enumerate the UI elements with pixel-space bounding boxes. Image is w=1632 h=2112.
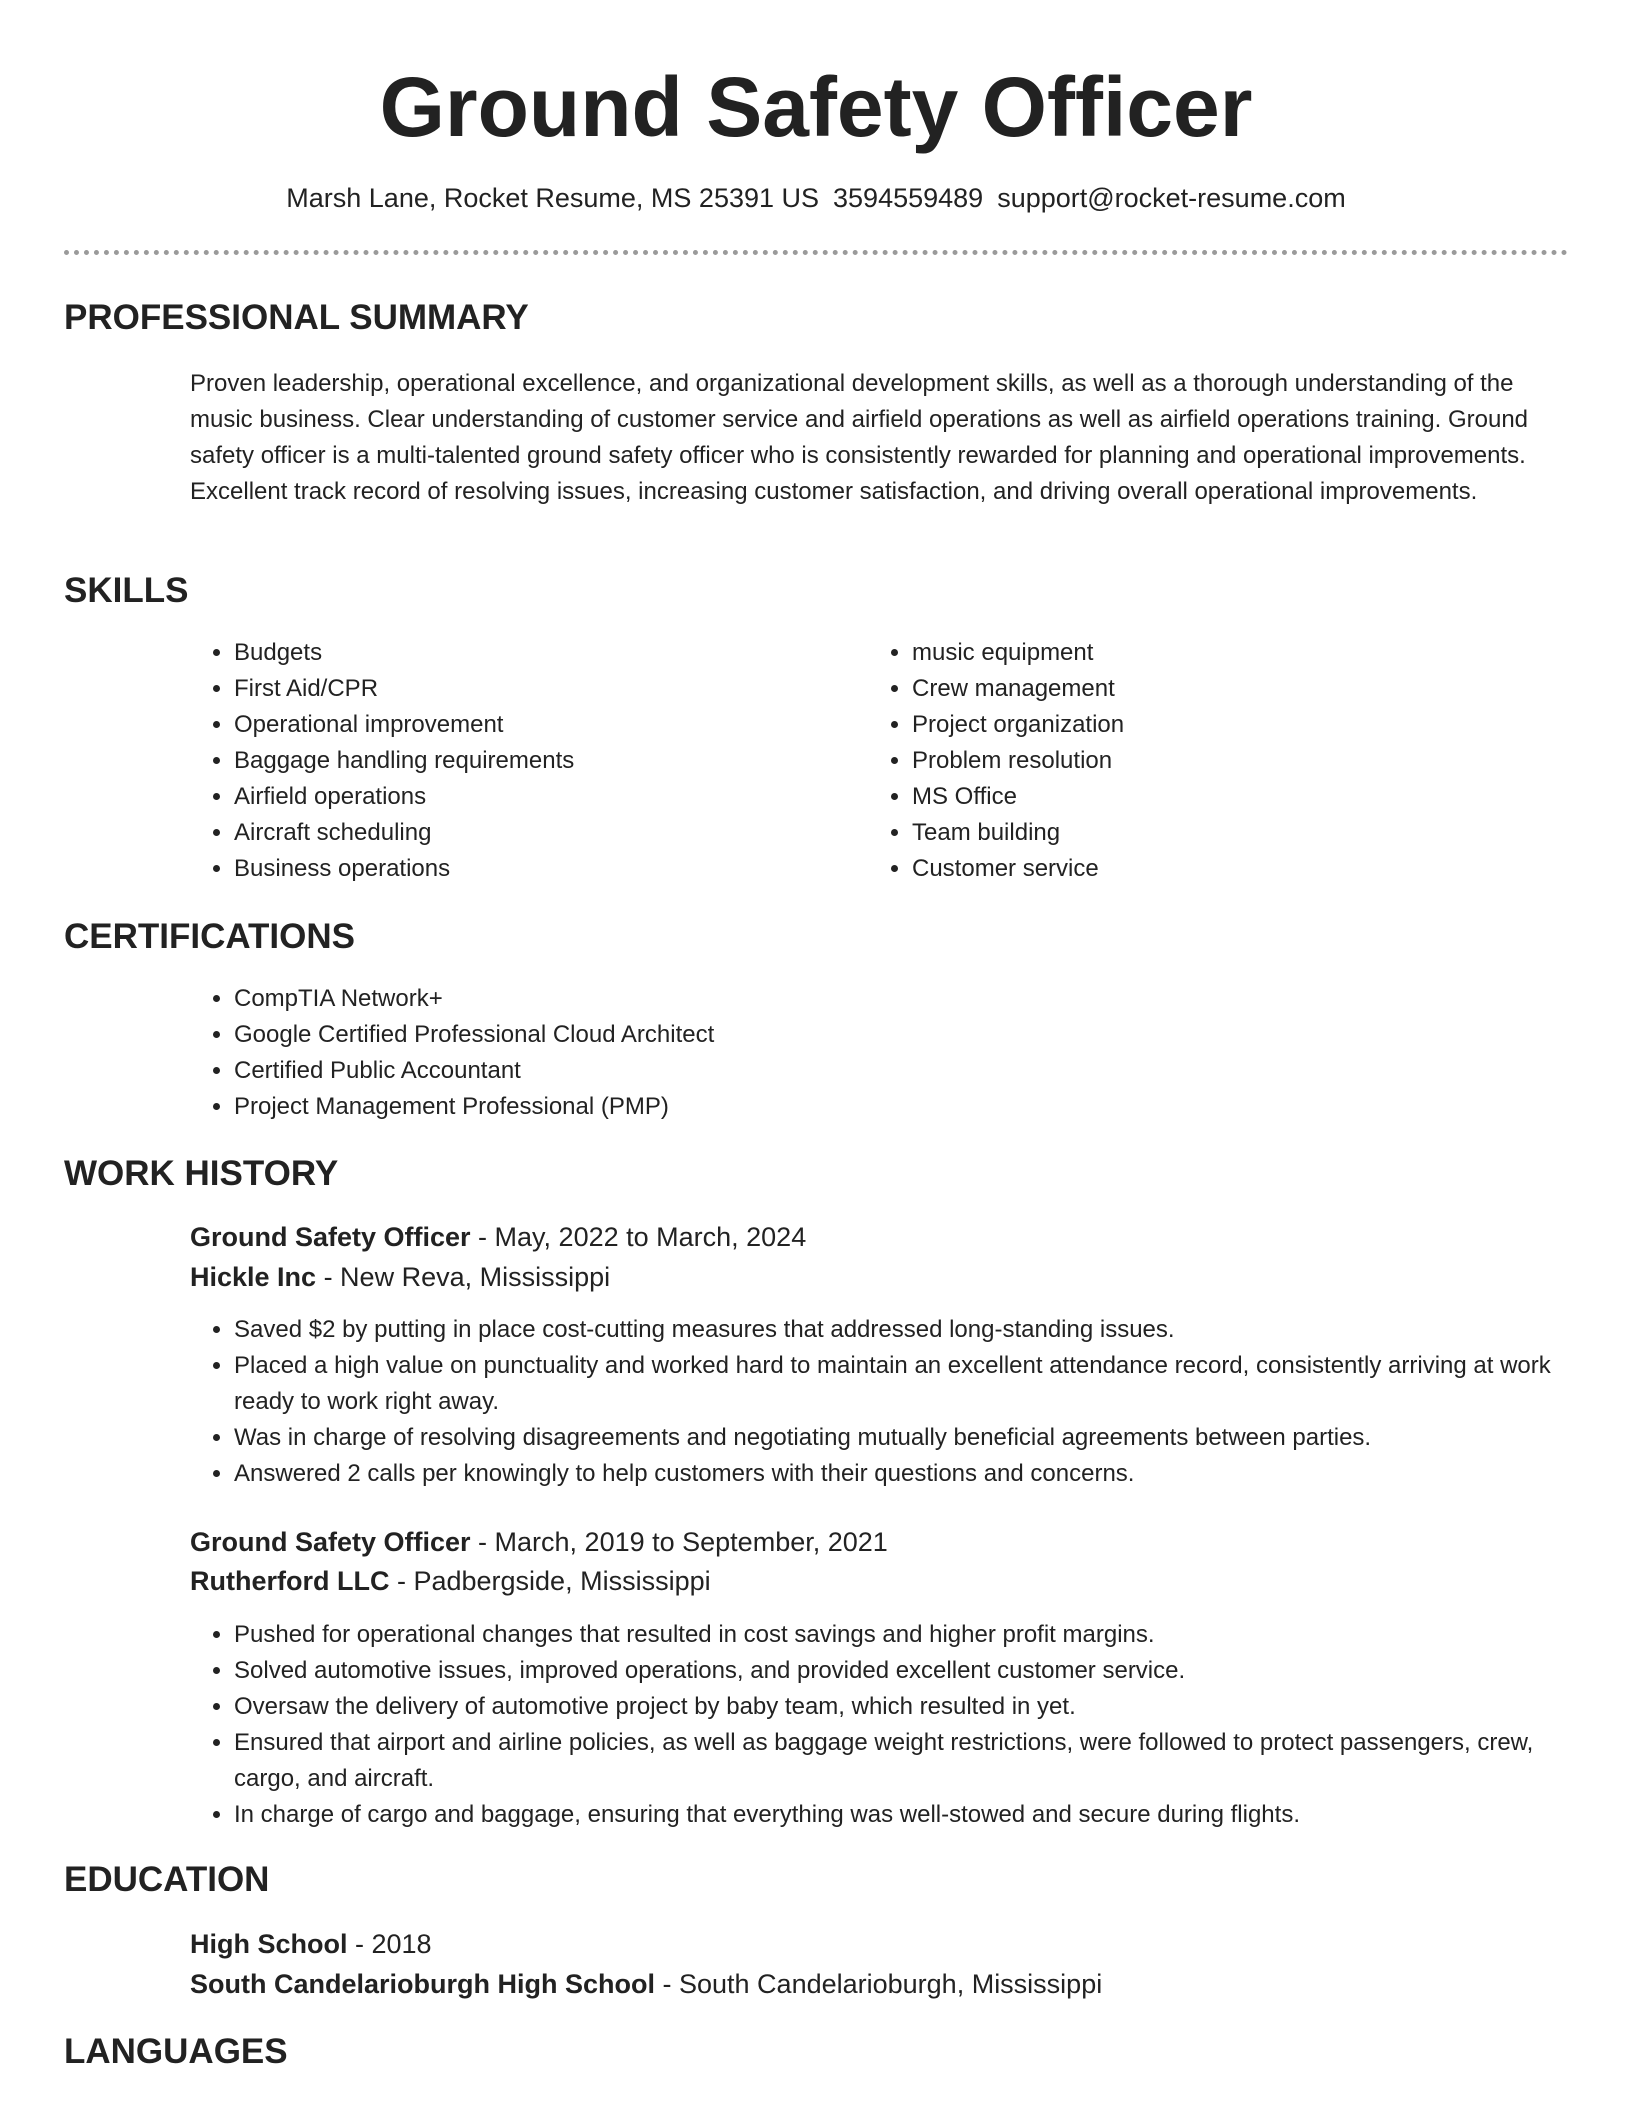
certifications-heading: CERTIFICATIONS [64, 917, 356, 956]
education-year: - 2018 [347, 1929, 432, 1959]
work-history-heading: WORK HISTORY [64, 1154, 339, 1193]
skills-list-right [868, 635, 1552, 887]
skill-item: • Operational improvement [234, 707, 854, 743]
contact-address: Marsh Lane, Rocket Resume, MS 25391 US [286, 183, 820, 213]
certification-item: • Certified Public Accountant [234, 1053, 1234, 1089]
job-bullet: • Answered 2 calls per knowingly to help customers with their questions and concerns. [234, 1456, 1574, 1492]
job-bullet: • Was in charge of resolving disagreements and negotiating mutually beneficial agreements between parties. [234, 1420, 1574, 1456]
education-degree-line [190, 1926, 432, 1962]
skill-item: • MS Office [912, 779, 1552, 815]
contact-email: support@rocket-resume.com [997, 183, 1346, 213]
job-bullets [190, 1312, 1574, 1492]
job-title-line [190, 1219, 806, 1255]
skill-item: • Crew management [912, 671, 1552, 707]
summary-text: Proven leadership, operational excellence, and organizational development skills, as well as a thorough understanding of the music business. Clear understanding of customer service and airfield operations as well as airfield operations training. Ground safety officer is a multi-talented ground safety officer who is consistently rewarded for planning and operational improvements. Excellent track record of resolving issues, increasing customer satisfaction, and driving overall operational improvements. [190, 370, 1529, 505]
job-position: Ground Safety Officer [190, 1222, 471, 1252]
job-position: Ground Safety Officer [190, 1527, 471, 1557]
education-school: South Candelarioburgh High School [190, 1969, 655, 1999]
skill-item: • Customer service [912, 851, 1552, 887]
skill-item: • Team building [912, 815, 1552, 851]
job-company: Hickle Inc [190, 1262, 317, 1292]
job-company-line [190, 1259, 610, 1295]
job-location: - New Reva, Mississippi [316, 1262, 611, 1292]
skill-item: • Project organization [912, 707, 1552, 743]
job-bullet: • Pushed for operational changes that resulted in cost savings and higher profit margins. [234, 1617, 1574, 1653]
job-bullet: • In charge of cargo and baggage, ensuring that everything was well-stowed and secure during flights. [234, 1797, 1574, 1833]
skill-item: • Airfield operations [234, 779, 854, 815]
skill-item: • Budgets [234, 635, 854, 671]
candidate-name: Ground Safety Officer [379, 60, 1253, 154]
languages-heading: LANGUAGES [64, 2032, 288, 2071]
skill-item: • music equipment [912, 635, 1552, 671]
job-bullet: • Solved automotive issues, improved operations, and provided excellent customer service. [234, 1653, 1574, 1689]
education-heading: EDUCATION [64, 1860, 270, 1899]
header-divider [64, 250, 1568, 255]
education-degree: High School [190, 1929, 348, 1959]
summary-heading: PROFESSIONAL SUMMARY [64, 298, 529, 337]
skill-item: • Problem resolution [912, 743, 1552, 779]
certification-item: • Project Management Professional (PMP) [234, 1089, 1234, 1125]
skill-item: • First Aid/CPR [234, 671, 854, 707]
skills-heading: SKILLS [64, 571, 189, 610]
job-dates: - May, 2022 to March, 2024 [470, 1222, 807, 1252]
education-school-line [190, 1966, 1102, 2002]
job-company: Rutherford LLC [190, 1566, 390, 1596]
job-company-line [190, 1563, 711, 1599]
job-dates: - March, 2019 to September, 2021 [470, 1527, 888, 1557]
job-bullet: • Placed a high value on punctuality and worked hard to maintain an excellent attendance record, consistently arriving at work ready to work right away. [234, 1348, 1574, 1420]
skill-item: • Business operations [234, 851, 854, 887]
education-location: - South Candelarioburgh, Mississippi [655, 1969, 1103, 1999]
skill-item: • Aircraft scheduling [234, 815, 854, 851]
job-bullets [190, 1617, 1574, 1833]
contact-phone: 3594559489 [833, 183, 984, 213]
certifications-list [190, 981, 1234, 1125]
certification-item: • Google Certified Professional Cloud Architect [234, 1017, 1234, 1053]
job-bullet: • Saved $2 by putting in place cost-cutting measures that addressed long-standing issues. [234, 1312, 1574, 1348]
job-location: - Padbergside, Mississippi [389, 1566, 711, 1596]
contact-line [0, 180, 1632, 216]
certification-item: • CompTIA Network+ [234, 981, 1234, 1017]
job-bullet: • Ensured that airport and airline policies, as well as baggage weight restrictions, were followed to protect passengers, crew, cargo, and aircraft. [234, 1725, 1574, 1797]
skill-item: • Baggage handling requirements [234, 743, 854, 779]
skills-list-left [190, 635, 854, 887]
job-title-line [190, 1524, 888, 1560]
job-bullet: • Oversaw the delivery of automotive project by baby team, which resulted in yet. [234, 1689, 1574, 1725]
